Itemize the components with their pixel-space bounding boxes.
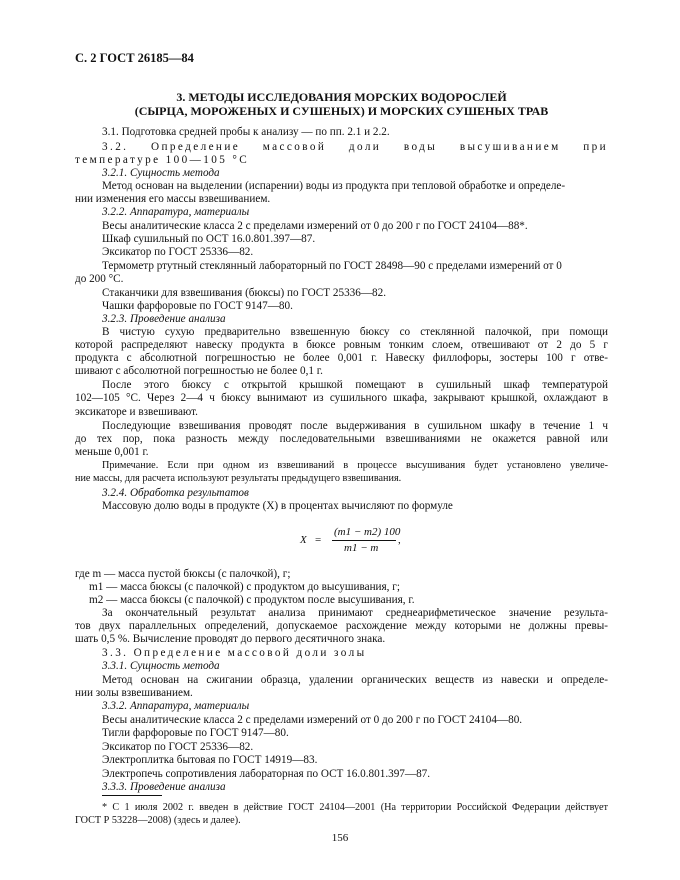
text-line: 3.1. Подготовка средней пробы к анализу — по пп. 2.1 и 2.2. — [102, 126, 390, 138]
text-line: 102—105 °С. Через 2—4 ч бюксу вынимают из сушильного шкафа, закрывают крышкой, охлаждают в эксикаторе и взвешивают. — [75, 392, 608, 418]
text-line: до 200 °С. — [75, 273, 124, 285]
text-line: Метод основан на выделении (испарении) воды из продукта при тепловой обработке и определе- — [102, 180, 566, 192]
page-header: С. 2 ГОСТ 26185—84 — [75, 51, 194, 65]
subsection-heading: 3.2.4. Обработка результатов — [102, 487, 249, 499]
text-line: После этого бюксу с открытой крышкой помещают в сушильный шкаф температурой — [102, 379, 608, 391]
text-line: продукта с абсолютной погрешностью не более 0,001 г. Навеску филлофоры, зостеры 100 г отве- — [75, 352, 608, 364]
text-line: Чашки фарфоровые по ГОСТ 9147—80. — [102, 300, 293, 312]
subsection-heading: 3.3.2. Аппаратура, материалы — [102, 700, 250, 712]
text-line: Электропечь сопротивления лабораторная по ОСТ 16.0.801.397—87. — [102, 768, 431, 780]
subsection-heading: 3.2.1. Сущность метода — [102, 167, 220, 179]
text-line: до тех пор, пока разность между последовательными взвешиваниями не окажется равной или — [75, 433, 608, 445]
text-line: Весы аналитические класса 2 с пределами измерений от 0 до 200 г по ГОСТ 24104—88*. — [102, 220, 528, 232]
text-line: нии золы взвешиванием. — [75, 687, 193, 699]
subsection-heading: 3.2.2. Аппаратура, материалы — [102, 206, 250, 218]
page-number: 156 — [331, 832, 349, 844]
text-line: тов двух параллельных определений, допускаемое расхождение между которыми не должны превы- — [75, 620, 608, 632]
formula-equals: = — [315, 534, 322, 546]
text-line: 3.2. Определение массовой доли воды высушиванием при — [102, 141, 608, 153]
text-line: температуре 100—105 °С — [75, 154, 250, 166]
text-line: нии изменения его массы взвешиванием. — [75, 193, 271, 205]
subsection-heading: 3.2.3. Проведение анализа — [102, 313, 226, 325]
text-line: которой распределяют навеску продукта в бюксе ровным тонким слоем, отвешивают от 2 до 5 г — [75, 339, 608, 351]
text-line: Весы аналитические класса 2 с пределами измерений от 0 до 200 г по ГОСТ 24104—80. — [102, 714, 523, 726]
text-line: Массовую долю воды в продукте (X) в процентах вычисляют по формуле — [102, 500, 453, 512]
note-line: ние массы, для расчета используют результаты предыдущего взвешивания. — [75, 473, 402, 484]
text-line: Термометр ртутный стеклянный лабораторный по ГОСТ 28498—90 с пределами измерений от 0 — [102, 260, 562, 272]
text-line: шать 0,5 %. Вычисление проводят до первого десятичного знака. — [75, 633, 386, 645]
text-line: За окончательный результат анализа принимают среднеарифметическое значение результа- — [102, 607, 608, 619]
text-line: В чистую сухую предварительно взвешенную бюксу со стеклянной палочкой, при помощи — [102, 326, 608, 338]
text-line: Эксикатор по ГОСТ 25336—82. — [102, 246, 254, 258]
formula-variable: X — [300, 534, 307, 546]
subsection-heading: 3.3.1. Сущность метода — [102, 660, 220, 672]
text-line: Стаканчики для взвешивания (бюксы) по ГОСТ 25336—82. — [102, 287, 387, 299]
text-line: Метод основан на сжигании образца, удалении органических веществ из навески и определе- — [102, 674, 608, 686]
variable-definition: где m — масса пустой бюксы (с палочкой), г; — [75, 568, 291, 580]
footnote-rule — [102, 795, 162, 796]
text-line: Электроплитка бытовая по ГОСТ 14919—83. — [102, 754, 318, 766]
formula-denominator: m1 − m — [344, 542, 379, 554]
section-heading: 3.3. Определение массовой доли золы — [102, 647, 367, 659]
variable-definition: m2 — масса бюксы (с палочкой) с продуктом после высушивания, г. — [89, 594, 415, 606]
variable-definition: m1 — масса бюксы (с палочкой) с продуктом до высушивания, г; — [89, 581, 400, 593]
note-line: Примечание. Если при одном из взвешиваний в процессе высушивания будет установлено увеличе- — [102, 460, 608, 471]
section-title-line-2: (СЫРЦА, МОРОЖЕНЫХ И СУШЕНЫХ) И МОРСКИХ СУШЕНЫХ ТРАВ — [134, 104, 549, 118]
section-title-line-1: 3. МЕТОДЫ ИССЛЕДОВАНИЯ МОРСКИХ ВОДОРОСЛЕЙ — [176, 90, 507, 104]
text-line: меньше 0,001 г. — [75, 446, 149, 458]
formula-numerator: (m1 − m2) 100 — [334, 526, 401, 538]
text-line: Шкаф сушильный по ОСТ 16.0.801.397—87. — [102, 233, 316, 245]
footnote-line: * С 1 июля 2002 г. введен в действие ГОСТ 24104—2001 (На территории Российской Федерации действует — [102, 802, 608, 813]
text-line: Эксикатор по ГОСТ 25336—82. — [102, 741, 254, 753]
subsection-heading: 3.3.3. Проведение анализа — [102, 781, 226, 793]
text-line: Последующие взвешивания проводят после выдерживания в сушильном шкафу в течение 1 ч — [102, 420, 608, 432]
text-line: шивают с абсолютной погрешностью не более 0,1 г. — [75, 365, 323, 377]
formula-comma: , — [398, 534, 401, 546]
text-line: Тигли фарфоровые по ГОСТ 9147—80. — [102, 727, 289, 739]
fraction-bar — [332, 540, 396, 541]
footnote-line: ГОСТ Р 53228—2008) (здесь и далее). — [75, 815, 241, 826]
